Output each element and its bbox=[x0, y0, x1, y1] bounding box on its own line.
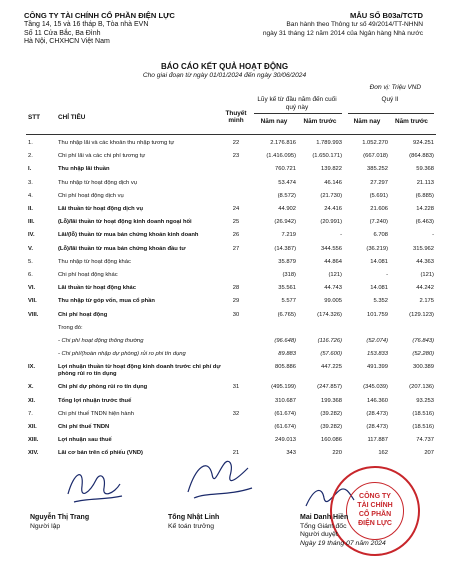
table-row bbox=[0, 272, 449, 285]
row-stt-cell: II. bbox=[28, 206, 33, 212]
row-stt-cell: 3. bbox=[28, 179, 33, 186]
row-quarter-last-year-cell: (207.136) bbox=[409, 384, 434, 391]
row-quarter-last-year-cell: (52.280) bbox=[412, 351, 434, 358]
row-ytd-this-year-cell: (495.199) bbox=[271, 384, 296, 391]
header-ytd: Lũy kế từ đầu năm đến cuối quý này bbox=[257, 96, 337, 111]
row-item-cell: - Chi phí/(hoàn nhập dự phòng) rủi ro phi tín dụng bbox=[58, 351, 186, 358]
row-note-cell: 21 bbox=[232, 450, 240, 457]
row-stt-cell: V. bbox=[28, 245, 33, 252]
table-row bbox=[0, 325, 449, 338]
row-ytd-this-year-cell: (14.387) bbox=[274, 245, 296, 252]
company-name: CÔNG TY TÀI CHÍNH CỔ PHẦN ĐIỆN LỰC bbox=[24, 11, 175, 20]
header-quarter-this-year: Năm nay bbox=[353, 118, 381, 125]
row-quarter-this-year-cell: 14.081 bbox=[370, 258, 388, 265]
row-note-cell: 32 bbox=[232, 410, 240, 417]
circular-reference-2: ngày 31 tháng 12 năm 2014 của Ngân hàng Nhà nước bbox=[262, 29, 423, 37]
company-address-line-2: Số 11 Cửa Bắc, Ba Đình bbox=[24, 29, 101, 37]
row-quarter-last-year-cell: (76.843) bbox=[412, 338, 434, 344]
director-name: Mai Danh Hiền bbox=[300, 514, 349, 521]
row-ytd-last-year-cell: 160.086 bbox=[321, 437, 342, 444]
row-ytd-this-year-cell: 310.687 bbox=[275, 397, 296, 404]
header-item: CHỈ TIÊU bbox=[58, 114, 86, 121]
row-ytd-this-year-cell: 89.883 bbox=[278, 351, 296, 358]
row-quarter-last-year-cell: 74.737 bbox=[416, 437, 434, 444]
row-quarter-this-year-cell: (667.018) bbox=[363, 153, 388, 160]
row-item-cell: Chi phí thuế TNDN bbox=[58, 424, 110, 430]
table-row bbox=[0, 153, 449, 166]
seal-line-1: CÔNG TY bbox=[359, 493, 391, 500]
row-item-cell: Thu nhập lãi thuần bbox=[58, 166, 110, 173]
row-quarter-this-year-cell: 5.352 bbox=[373, 298, 388, 305]
row-ytd-this-year-cell: 44.902 bbox=[278, 206, 296, 212]
row-ytd-this-year-cell: (1.416.095) bbox=[266, 153, 296, 160]
table-row bbox=[0, 259, 449, 272]
header-quarter-last-year: Năm trước bbox=[395, 118, 428, 125]
row-quarter-this-year-cell: 162 bbox=[378, 450, 388, 457]
accountant-signature bbox=[178, 452, 258, 510]
row-ytd-last-year-cell: 99.005 bbox=[324, 298, 342, 305]
row-note-cell: 27 bbox=[232, 245, 240, 252]
row-quarter-this-year-cell: 491.399 bbox=[367, 364, 388, 371]
row-ytd-last-year-cell: (39.282) bbox=[320, 410, 342, 417]
row-item-cell: Chi phí hoạt động bbox=[58, 311, 108, 318]
currency-unit: Đơn vị: Triệu VND bbox=[369, 84, 421, 91]
row-quarter-last-year-cell: (121) bbox=[420, 272, 434, 278]
row-quarter-last-year-cell: 2.175 bbox=[419, 298, 434, 305]
header-ytd-last-year: Năm trước bbox=[303, 118, 337, 125]
row-item-cell: Chi phí lãi và các chi phí tương tự bbox=[58, 153, 146, 160]
signature-date: Ngày 19 tháng 07 năm 2024 bbox=[300, 539, 386, 547]
row-stt-cell: IX. bbox=[28, 364, 36, 371]
row-quarter-this-year-cell: 21.606 bbox=[370, 206, 388, 212]
table-row bbox=[0, 424, 449, 437]
row-stt-cell: 2. bbox=[28, 153, 33, 160]
row-note-cell: 29 bbox=[232, 298, 240, 305]
row-ytd-last-year-cell: (20.991) bbox=[320, 219, 342, 226]
header-note: Thuyết minh bbox=[225, 110, 247, 124]
row-quarter-last-year-cell: 924.251 bbox=[413, 140, 434, 146]
company-address-line-1: Tầng 14, 15 và 16 tháp B, Tòa nhà EVN bbox=[24, 20, 149, 28]
row-stt-cell: XI. bbox=[28, 397, 36, 404]
row-stt-cell: VIII. bbox=[28, 311, 39, 318]
row-ytd-last-year-cell: 24.416 bbox=[324, 206, 342, 212]
row-ytd-last-year-cell: (174.326) bbox=[317, 311, 342, 318]
row-ytd-last-year-cell: (1.650.171) bbox=[312, 153, 342, 160]
table-row bbox=[0, 206, 449, 219]
row-stt-cell: I. bbox=[28, 166, 32, 173]
table-row bbox=[0, 364, 449, 384]
row-quarter-last-year-cell: (18.516) bbox=[412, 410, 434, 417]
row-quarter-last-year-cell: 44.242 bbox=[416, 285, 434, 292]
row-item-cell: Lợi nhuận sau thuế bbox=[58, 437, 112, 444]
table-row bbox=[0, 193, 449, 206]
company-header bbox=[24, 12, 175, 47]
row-stt-cell: XII. bbox=[28, 424, 37, 430]
row-ytd-this-year-cell: (61.674) bbox=[274, 410, 296, 417]
row-stt-cell: 4. bbox=[28, 192, 33, 199]
row-quarter-this-year-cell: 101.759 bbox=[367, 311, 388, 318]
row-quarter-this-year-cell: - bbox=[386, 272, 388, 278]
row-ytd-this-year-cell: (26.942) bbox=[274, 219, 296, 226]
seal-line-4: ĐIỆN LỰC bbox=[358, 520, 392, 527]
row-quarter-this-year-cell: 27.297 bbox=[370, 179, 388, 186]
row-item-cell: (Lỗ)/lãi thuần từ hoạt động kinh doanh ngoại hối bbox=[58, 219, 192, 226]
row-item-cell: Lãi thuần từ hoạt động dịch vụ bbox=[58, 206, 144, 212]
row-item-cell: (Lỗ)/lãi thuần từ mua bán chứng khoán đầu tư bbox=[58, 245, 186, 252]
row-ytd-this-year-cell: 249.013 bbox=[275, 437, 296, 444]
row-ytd-this-year-cell: 805.886 bbox=[275, 364, 296, 371]
row-item-cell: Lãi/(lỗ) thuần từ mua bán chứng khoán kinh doanh bbox=[58, 232, 199, 239]
row-item-cell: Chi phí hoạt động khác bbox=[58, 272, 118, 278]
table-row bbox=[0, 398, 449, 411]
preparer-block bbox=[30, 514, 89, 531]
row-quarter-this-year-cell: (345.039) bbox=[363, 384, 388, 391]
row-ytd-last-year-cell: (39.282) bbox=[320, 424, 342, 430]
accountant-role: Kế toán trưởng bbox=[168, 522, 215, 530]
row-quarter-this-year-cell: 6.708 bbox=[373, 232, 388, 239]
table-row bbox=[0, 232, 449, 245]
accountant-block bbox=[168, 514, 219, 531]
row-ytd-last-year-cell: 220 bbox=[332, 450, 342, 457]
table-row bbox=[0, 312, 449, 325]
row-item-cell: Trong đó: bbox=[58, 324, 83, 331]
row-note-cell: 22 bbox=[232, 140, 240, 146]
row-ytd-last-year-cell: 139.822 bbox=[321, 166, 342, 173]
row-stt-cell: 7. bbox=[28, 410, 33, 417]
table-row bbox=[0, 219, 449, 232]
row-note-cell: 25 bbox=[232, 219, 240, 226]
row-quarter-this-year-cell: 385.252 bbox=[367, 166, 388, 173]
row-quarter-last-year-cell: 93.253 bbox=[416, 397, 434, 404]
row-item-cell: Lãi cơ bản trên cổ phiếu (VND) bbox=[58, 450, 143, 457]
row-item-cell: Chi phí thuế TNDN hiện hành bbox=[58, 410, 134, 417]
row-stt-cell: 1. bbox=[28, 140, 33, 146]
row-item-cell: Thu nhập từ hoạt động khác bbox=[58, 258, 131, 265]
row-ytd-last-year-cell: 46.146 bbox=[324, 179, 342, 186]
row-quarter-this-year-cell: 153.833 bbox=[367, 351, 388, 358]
row-quarter-this-year-cell: 146.360 bbox=[367, 397, 388, 404]
row-quarter-this-year-cell: (52.074) bbox=[366, 338, 388, 344]
table-row bbox=[0, 411, 449, 424]
row-item-cell: Chi phí hoạt động dịch vụ bbox=[58, 192, 124, 199]
row-item-cell: Thu nhập từ góp vốn, mua cổ phần bbox=[58, 298, 155, 305]
row-item-cell: Lợi nhuận thuần từ hoạt động kinh doanh trước chi phí dự phòng rủi ro tín dụng bbox=[58, 364, 221, 378]
row-quarter-last-year-cell: 44.363 bbox=[416, 258, 434, 265]
circular-reference-1: Ban hành theo Thông tư số 49/2014/TT-NHNN bbox=[286, 20, 423, 28]
report-title: BÁO CÁO KẾT QUẢ HOẠT ĐỘNG bbox=[160, 62, 289, 71]
row-item-cell: Chi phí dự phòng rủi ro tín dụng bbox=[58, 384, 148, 391]
row-quarter-this-year-cell: (28.473) bbox=[366, 424, 388, 430]
header-bottom-rule bbox=[26, 134, 436, 135]
row-quarter-last-year-cell: 315.962 bbox=[413, 245, 434, 252]
row-stt-cell: 5. bbox=[28, 258, 33, 265]
row-quarter-last-year-cell: 207 bbox=[424, 450, 434, 457]
row-quarter-this-year-cell: 14.081 bbox=[370, 285, 388, 292]
form-number: MẪU SỐ B03a/TCTD bbox=[350, 11, 423, 20]
row-ytd-last-year-cell: 1.789.993 bbox=[316, 140, 342, 146]
row-quarter-this-year-cell: 1.052.270 bbox=[362, 140, 388, 146]
preparer-name: Nguyễn Thị Trang bbox=[30, 514, 90, 521]
row-item-cell: Thu nhập lãi và các khoản thu nhập tương tự bbox=[58, 140, 175, 146]
row-item-cell: - Chi phí hoạt động thông thường bbox=[58, 338, 144, 344]
row-ytd-this-year-cell: 35.879 bbox=[278, 258, 296, 265]
row-ytd-last-year-cell: (116.726) bbox=[317, 338, 342, 344]
row-ytd-last-year-cell: 44.743 bbox=[324, 285, 342, 292]
table-row bbox=[0, 384, 449, 397]
row-quarter-last-year-cell: 14.228 bbox=[416, 206, 434, 212]
header-quarter: Quý II bbox=[381, 96, 399, 103]
row-ytd-this-year-cell: 53.474 bbox=[278, 179, 296, 186]
table-row bbox=[0, 246, 449, 259]
row-note-cell: 28 bbox=[232, 285, 240, 292]
header-stt: STT bbox=[28, 114, 41, 121]
row-quarter-last-year-cell: (18.516) bbox=[412, 424, 434, 430]
row-stt-cell: 6. bbox=[28, 272, 33, 278]
row-ytd-last-year-cell: 344.556 bbox=[321, 245, 342, 252]
preparer-signature bbox=[60, 462, 130, 510]
row-quarter-last-year-cell: 59.368 bbox=[416, 166, 434, 173]
row-ytd-last-year-cell: (121) bbox=[328, 272, 342, 278]
row-ytd-last-year-cell: 199.368 bbox=[321, 397, 342, 404]
form-header bbox=[263, 12, 423, 38]
director-role-2: Người duyệt bbox=[300, 531, 338, 538]
row-ytd-last-year-cell: - bbox=[340, 232, 342, 239]
row-ytd-this-year-cell: 343 bbox=[286, 450, 296, 457]
table-row bbox=[0, 180, 449, 193]
row-ytd-this-year-cell: 35.561 bbox=[278, 285, 296, 292]
report-period: Cho giai đoạn từ ngày 01/01/2024 đến ngày 30/06/2024 bbox=[142, 72, 307, 79]
row-quarter-last-year-cell: - bbox=[432, 232, 434, 239]
row-quarter-this-year-cell: 117.887 bbox=[367, 437, 388, 444]
table-row bbox=[0, 166, 449, 179]
row-quarter-last-year-cell: (6.463) bbox=[415, 219, 434, 226]
row-ytd-this-year-cell: 760.721 bbox=[275, 166, 296, 173]
row-ytd-this-year-cell: (318) bbox=[282, 272, 296, 278]
accountant-name: Tống Nhật Linh bbox=[168, 514, 220, 521]
row-quarter-this-year-cell: (7.240) bbox=[369, 219, 388, 226]
director-block bbox=[300, 514, 386, 548]
row-stt-cell: XIV. bbox=[28, 450, 39, 457]
row-note-cell: 30 bbox=[232, 311, 240, 318]
row-ytd-this-year-cell: (96.648) bbox=[274, 338, 296, 344]
row-quarter-last-year-cell: (129.123) bbox=[409, 311, 434, 318]
row-quarter-this-year-cell: (36.219) bbox=[366, 245, 388, 252]
row-note-cell: 26 bbox=[232, 232, 240, 239]
row-ytd-this-year-cell: (8.572) bbox=[277, 192, 296, 199]
row-stt-cell: VI. bbox=[28, 285, 36, 292]
table-row bbox=[0, 298, 449, 311]
header-ytd-this-year: Năm nay bbox=[260, 118, 288, 125]
table-row bbox=[0, 285, 449, 298]
row-stt-cell: VII. bbox=[28, 298, 37, 305]
row-ytd-this-year-cell: 2.176.816 bbox=[270, 140, 296, 146]
company-address-line-3: Hà Nội, CHXHCN Việt Nam bbox=[24, 38, 110, 46]
row-stt-cell: X. bbox=[28, 384, 34, 391]
row-note-cell: 31 bbox=[232, 384, 240, 391]
row-quarter-last-year-cell: 300.389 bbox=[413, 364, 434, 371]
preparer-role: Người lập bbox=[30, 522, 61, 530]
row-quarter-this-year-cell: (28.473) bbox=[366, 410, 388, 417]
table-row bbox=[0, 140, 449, 153]
row-ytd-this-year-cell: 5.577 bbox=[281, 298, 296, 305]
table-row bbox=[0, 437, 449, 450]
row-ytd-last-year-cell: (247.857) bbox=[317, 384, 342, 391]
header-divider-quarter bbox=[348, 113, 434, 114]
row-item-cell: Lãi thuần từ hoạt động khác bbox=[58, 285, 136, 292]
row-ytd-last-year-cell: (57.600) bbox=[320, 351, 342, 358]
director-role-1: Tổng Giám đốc bbox=[300, 522, 347, 530]
row-quarter-this-year-cell: (5.691) bbox=[369, 192, 388, 199]
row-item-cell: Tổng lợi nhuận trước thuế bbox=[58, 397, 132, 404]
row-ytd-this-year-cell: 7.219 bbox=[281, 232, 296, 239]
row-note-cell: 24 bbox=[232, 206, 240, 212]
row-ytd-last-year-cell: 44.864 bbox=[324, 258, 342, 265]
row-item-cell: Thu nhập từ hoạt động dịch vụ bbox=[58, 179, 137, 186]
row-quarter-last-year-cell: (864.883) bbox=[409, 153, 434, 160]
row-ytd-last-year-cell: 447.225 bbox=[321, 364, 342, 371]
row-stt-cell: IV. bbox=[28, 232, 35, 239]
row-ytd-last-year-cell: (21.730) bbox=[320, 192, 342, 199]
row-quarter-last-year-cell: (6.885) bbox=[415, 192, 434, 199]
header-divider-ytd bbox=[254, 113, 342, 114]
row-ytd-this-year-cell: (6.765) bbox=[277, 311, 296, 318]
row-stt-cell: XIII. bbox=[28, 437, 39, 444]
row-stt-cell: III. bbox=[28, 219, 35, 226]
seal-line-3: CỔ PHẦN bbox=[358, 511, 392, 518]
seal-line-2: TÀI CHÍNH bbox=[357, 502, 393, 509]
table-row bbox=[0, 338, 449, 351]
row-quarter-last-year-cell: 21.113 bbox=[416, 179, 434, 186]
table-row bbox=[0, 351, 449, 364]
row-note-cell: 23 bbox=[232, 153, 240, 160]
row-ytd-this-year-cell: (61.674) bbox=[274, 424, 296, 430]
